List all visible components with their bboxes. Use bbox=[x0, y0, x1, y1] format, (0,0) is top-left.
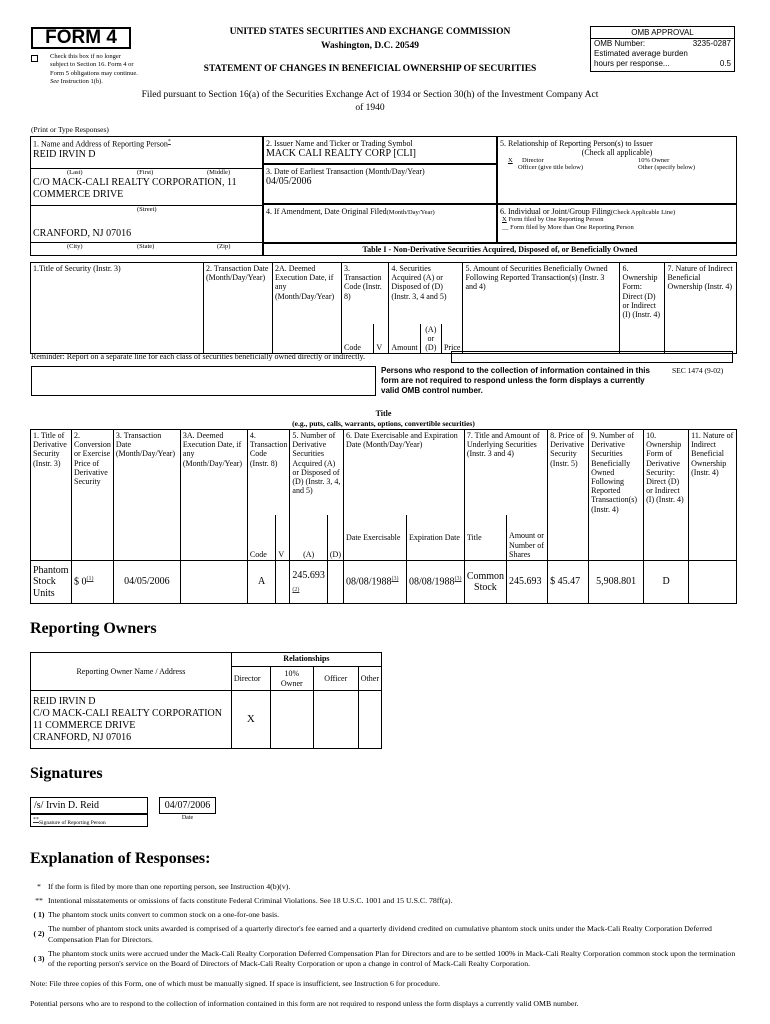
list-item: ( 3) The phantom stock units were accrued under the Mack-Cali Realty Corporation Deferred Compensation Plan for Directors and are to be settled 100% in Mack-Cali Realty Corporation common stock upon the termination of the reporting person's service on the Board of Directors of Mack-Cali Realty Corporation or upon a change in control of Mack-Cali Realty Corporation. bbox=[33, 948, 736, 968]
signatures-heading: Signatures bbox=[30, 765, 103, 782]
row-security: Phantom Stock Units bbox=[31, 561, 72, 604]
agency-location: Washington, D.C. 20549 bbox=[321, 41, 419, 51]
owner-officer-cell bbox=[313, 691, 358, 749]
row-number: 245.693 (2) bbox=[290, 561, 328, 604]
box5-sub: (Check all applicable) bbox=[581, 148, 653, 157]
row-title: Common Stock bbox=[464, 561, 506, 604]
sec-number: SEC 1474 (9-02) bbox=[672, 366, 724, 375]
statement-title: STATEMENT OF CHANGES IN BENEFICIAL OWNERSHIP OF SECURITIES bbox=[203, 64, 537, 74]
label-last: (Last) bbox=[67, 169, 83, 176]
omb-number: 3235-0287 bbox=[692, 39, 731, 48]
row-exercisable: 08/08/1988$^{(3)}$ bbox=[344, 561, 407, 604]
list-item: ** Intentional misstatements or omissions of facts constitute Federal Criminal Violations. See 18 U.S.C. 1001 and 15 U.S.C. 78ff(a). bbox=[35, 896, 453, 906]
signature-label: Signature of Reporting Person bbox=[39, 819, 106, 826]
earliest-transaction-date: 04/05/2006 bbox=[266, 176, 312, 187]
reminder-text: Reminder: Report on a separate line for each class of securities beneficially owned directly or indirectly. bbox=[31, 352, 366, 361]
t2-sub-shares: Amount or Number of Shares bbox=[507, 515, 548, 561]
omb-burden: Estimated average burden bbox=[594, 49, 688, 58]
owners-name-hdr: Reporting Owner Name / Address bbox=[31, 653, 232, 691]
reporting-person-box bbox=[30, 136, 263, 243]
list-item: ( 1) The phantom stock units convert to common stock on a one-for-one basis. bbox=[33, 910, 280, 920]
list-item: * If the form is filed by more than one reporting person, see Instruction 4(b)(v). bbox=[37, 882, 291, 891]
t1-col-date: 2. Transaction Date (Month/Day/Year) bbox=[204, 263, 273, 354]
reporting-owners-heading: Reporting Owners bbox=[30, 620, 157, 637]
row-amount: 245.693 bbox=[507, 561, 548, 604]
row-nature bbox=[689, 561, 737, 604]
reporting-person-city: CRANFORD, NJ 07016 bbox=[33, 228, 132, 239]
table2-subtitle: (e.g., puts, calls, warrants, options, convertible securities) bbox=[292, 419, 475, 428]
t1-sub-price: Price bbox=[441, 324, 462, 354]
table1-title: Table I - Non-Derivative Securities Acquired, Disposed of, or Beneficially Owned bbox=[362, 245, 638, 254]
label-state: (State) bbox=[137, 243, 155, 250]
reminder-blank-left bbox=[31, 366, 376, 396]
relationship-box bbox=[497, 136, 737, 204]
row-conv: $ 0$^{(1)}$ bbox=[72, 561, 114, 604]
owners-other-hdr: Other bbox=[358, 667, 381, 691]
box1-label: 1. Name and Address of Reporting Person bbox=[33, 139, 168, 149]
box6-label: 6. Individual or Joint/Group Filing bbox=[500, 207, 611, 216]
table1-title-box bbox=[263, 243, 737, 256]
director-mark[interactable]: X bbox=[508, 157, 513, 164]
omb-number-label: OMB Number: bbox=[594, 39, 646, 48]
row-deemed bbox=[180, 561, 247, 604]
omb-hours-label: hours per response... bbox=[594, 59, 670, 68]
t1-col-form: 6. Ownership Form: Direct (D) or Indirect (I) (Instr. 4) bbox=[620, 263, 665, 354]
t2-sub-code: Code bbox=[247, 515, 276, 561]
label-zip: (Zip) bbox=[217, 243, 231, 250]
issuer-box bbox=[263, 136, 497, 164]
form-title: FORM 4 bbox=[45, 27, 117, 48]
box4-label: 4. If Amendment, Date Original Filed bbox=[266, 207, 387, 216]
t2-col-title: 1. Title of Derivative Security (Instr. 3) bbox=[31, 430, 72, 561]
t1-col-amount: 5. Amount of Securities Beneficially Owned Following Reported Transaction(s) (Instr. 3 and 4) bbox=[463, 263, 620, 354]
t1-sub-aord: (A) or (D) bbox=[420, 324, 441, 354]
t2-col-form: 10. Ownership Form of Derivative Security: Direct (D) or Indirect (I) (Instr. 4) bbox=[644, 430, 689, 561]
t1-col-nature: 7. Nature of Indirect Beneficial Ownership (Instr. 4) bbox=[665, 263, 737, 354]
list-item: ( 2) The number of phantom stock units awarded is comprised of a quarterly director's fee earned and a quarterly dividend credited on cumulative phantom stock units under the Mack-Cali Realty Corporation Deferred Compensation Plan for Directors. bbox=[33, 924, 712, 944]
form-title-box bbox=[31, 27, 131, 49]
omb-hours: 0.5 bbox=[719, 59, 731, 68]
owner-name-address: REID IRVIN D C/O MACK-CALI REALTY CORPORATION 11 COMMERCE DRIVE CRANFORD, NJ 07016 bbox=[31, 691, 232, 749]
amendment-box bbox=[263, 204, 497, 243]
agency-name: UNITED STATES SECURITIES AND EXCHANGE COMMISSION bbox=[229, 27, 511, 37]
reminder-blank-right bbox=[451, 351, 733, 363]
signature-label-box bbox=[30, 814, 148, 827]
table2-title: Title bbox=[375, 409, 392, 418]
row-v bbox=[276, 561, 290, 604]
signature-date: 04/07/2006 bbox=[164, 800, 211, 811]
signature-footnote: ** bbox=[33, 817, 39, 823]
t1-col-deemed: 2A. Deemed Execution Date, if any (Month/Day/Year) bbox=[273, 263, 342, 354]
box2-label: 2. Issuer Name and Ticker or Trading Symbol bbox=[266, 139, 413, 148]
owner-other-cell bbox=[358, 691, 381, 749]
signature-box bbox=[30, 797, 148, 814]
t2-sub-a: (A) bbox=[290, 515, 328, 561]
issuer-name: MACK CALI REALTY CORP [CLI] bbox=[266, 148, 417, 159]
explanation-heading: Explanation of Responses: bbox=[30, 850, 211, 867]
owner-ten-cell bbox=[270, 691, 313, 749]
print-note: (Print or Type Responses) bbox=[31, 125, 109, 134]
t2-col-code: 4. Transaction Code (Instr. 8) bbox=[247, 430, 290, 515]
filed-pursuant: Filed pursuant to Section 16(a) of the Securities Exchange Act of 1934 or Section 30(h) of the Investment Company Act of 1940 bbox=[141, 90, 599, 113]
more-person-label: Form filed by More than One Reporting Person bbox=[510, 224, 634, 232]
director-label: Director bbox=[522, 157, 544, 164]
label-city: (City) bbox=[67, 243, 83, 250]
box4-label-small: (Month/Day/Year) bbox=[386, 209, 435, 216]
t2-col-price: 8. Price of Derivative Security (Instr. 5) bbox=[548, 430, 589, 561]
section16-checkbox[interactable] bbox=[31, 55, 38, 62]
potential-persons-note: Potential persons who are to respond to the collection of information contained in this form are not required to respond unless the form displays a currently valid OMB number. bbox=[30, 999, 579, 1008]
label-middle: (Middle) bbox=[207, 169, 231, 176]
t2-col-deemed: 3A. Deemed Execution Date, if any (Month/Day/Year) bbox=[180, 430, 247, 561]
other-label: Other (specify below) bbox=[638, 164, 696, 171]
t2-sub-date-ex: Date Exercisable bbox=[344, 515, 407, 561]
filing-type-box: 6. Individual or Joint/Group Filing(Check Applicable Line) X Form filed by One Reporting Person __ Form filed by More than One Reporting Person bbox=[497, 204, 737, 243]
persons-notice: Persons who respond to the collection of information contained in this form are not required to respond unless the form displays a currently valid OMB control number. bbox=[381, 366, 650, 395]
signature-value: /s/ Irvin D. Reid bbox=[34, 800, 99, 811]
owners-ten-hdr: 10% Owner bbox=[270, 667, 313, 691]
owners-relationships: Relationships bbox=[231, 653, 381, 667]
t1-sub-v: V bbox=[374, 324, 389, 354]
explanation-list bbox=[30, 882, 740, 1009]
file-copies-note: Note: File three copies of this Form, one of which must be manually signed. If space is insufficient, see Instruction 6 for procedure. bbox=[30, 978, 440, 988]
omb-approval-box bbox=[590, 26, 735, 72]
row-owned: 5,908.801 bbox=[589, 561, 644, 604]
t2-col-underlying: 7. Title and Amount of Underlying Securities (Instr. 3 and 4) bbox=[464, 430, 547, 515]
box5-label: 5. Relationship of Reporting Person(s) to Issuer bbox=[500, 139, 653, 148]
t2-col-nature: 11. Nature of Indirect Beneficial Ownership (Instr. 4) bbox=[689, 430, 737, 561]
t1-col-title: 1.Title of Security (Instr. 3) bbox=[31, 263, 204, 354]
row-d bbox=[327, 561, 343, 604]
row-form: D bbox=[644, 561, 689, 604]
t2-col-exercisable: 6. Date Exercisable and Expiration Date (Month/Day/Year) bbox=[344, 430, 465, 515]
t2-sub-d: (D) bbox=[327, 515, 343, 561]
ten-pct-label: 10% Owner bbox=[638, 157, 670, 164]
table2 bbox=[30, 429, 737, 604]
t1-col-code: 3. Transaction Code (Instr. 8) bbox=[342, 263, 389, 324]
t1-sub-code: Code bbox=[342, 324, 374, 354]
row-price: $ 45.47 bbox=[548, 561, 589, 604]
owner-director-mark: X bbox=[231, 691, 270, 749]
t2-col-owned: 9. Number of Derivative Securities Beneficially Owned Following Reported Transaction(s) (Instr. 4) bbox=[589, 430, 644, 561]
t2-sub-v: V bbox=[276, 515, 290, 561]
table-row bbox=[31, 561, 737, 604]
reporting-person-name: REID IRVIN D bbox=[33, 148, 96, 160]
box6-label-small: (Check Applicable Line) bbox=[610, 209, 676, 216]
box3-label: 3. Date of Earliest Transaction (Month/Day/Year) bbox=[266, 167, 425, 176]
officer-label: Officer (give title below) bbox=[518, 164, 584, 171]
t1-sub-amount: Amount bbox=[389, 324, 420, 354]
t2-col-date: 3. Transaction Date (Month/Day/Year) bbox=[113, 430, 180, 561]
date-label: Date bbox=[181, 815, 194, 821]
signature-date-box bbox=[159, 797, 216, 814]
row-expiration: 08/08/1988$^{(3)}$ bbox=[407, 561, 465, 604]
section16-checkbox-label: Check this box if no longer subject to Section 16. Form 4 or Form 5 obligations may continue. See Instruction 1(b). bbox=[50, 53, 138, 86]
t2-col-conv: 2. Conversion or Exercise Price of Derivative Security bbox=[72, 430, 114, 561]
t2-sub-exp: Expiration Date bbox=[407, 515, 465, 561]
t2-col-number: 5. Number of Derivative Securities Acquired (A) or Disposed of (D) (Instr. 3, 4, and 5) bbox=[290, 430, 344, 515]
omb-title: OMB APPROVAL bbox=[591, 27, 734, 39]
label-first: (First) bbox=[137, 169, 154, 176]
box1-footnote: * bbox=[167, 139, 171, 145]
one-person-mark[interactable]: X bbox=[502, 216, 507, 223]
earliest-transaction-box bbox=[263, 164, 497, 204]
t1-col-acquired: 4. Securities Acquired (A) or Disposed of (D) (Instr. 3, 4 and 5) bbox=[389, 263, 463, 324]
one-person-label: Form filed by One Reporting Person bbox=[508, 216, 604, 223]
reporting-owners-table bbox=[30, 652, 382, 749]
t2-sub-title: Title bbox=[464, 515, 506, 561]
table1 bbox=[30, 262, 737, 354]
row-code: A bbox=[247, 561, 276, 604]
row-date: 04/05/2006 bbox=[113, 561, 180, 604]
owners-director-hdr: Director bbox=[231, 667, 270, 691]
reporting-person-address: C/O MACK-CALI REALTY CORPORATION, 11 COMMERCE DRIVE bbox=[33, 177, 237, 200]
owners-officer-hdr: Officer bbox=[313, 667, 358, 691]
label-street: (Street) bbox=[137, 206, 157, 213]
city-state-zip-row bbox=[30, 243, 263, 256]
